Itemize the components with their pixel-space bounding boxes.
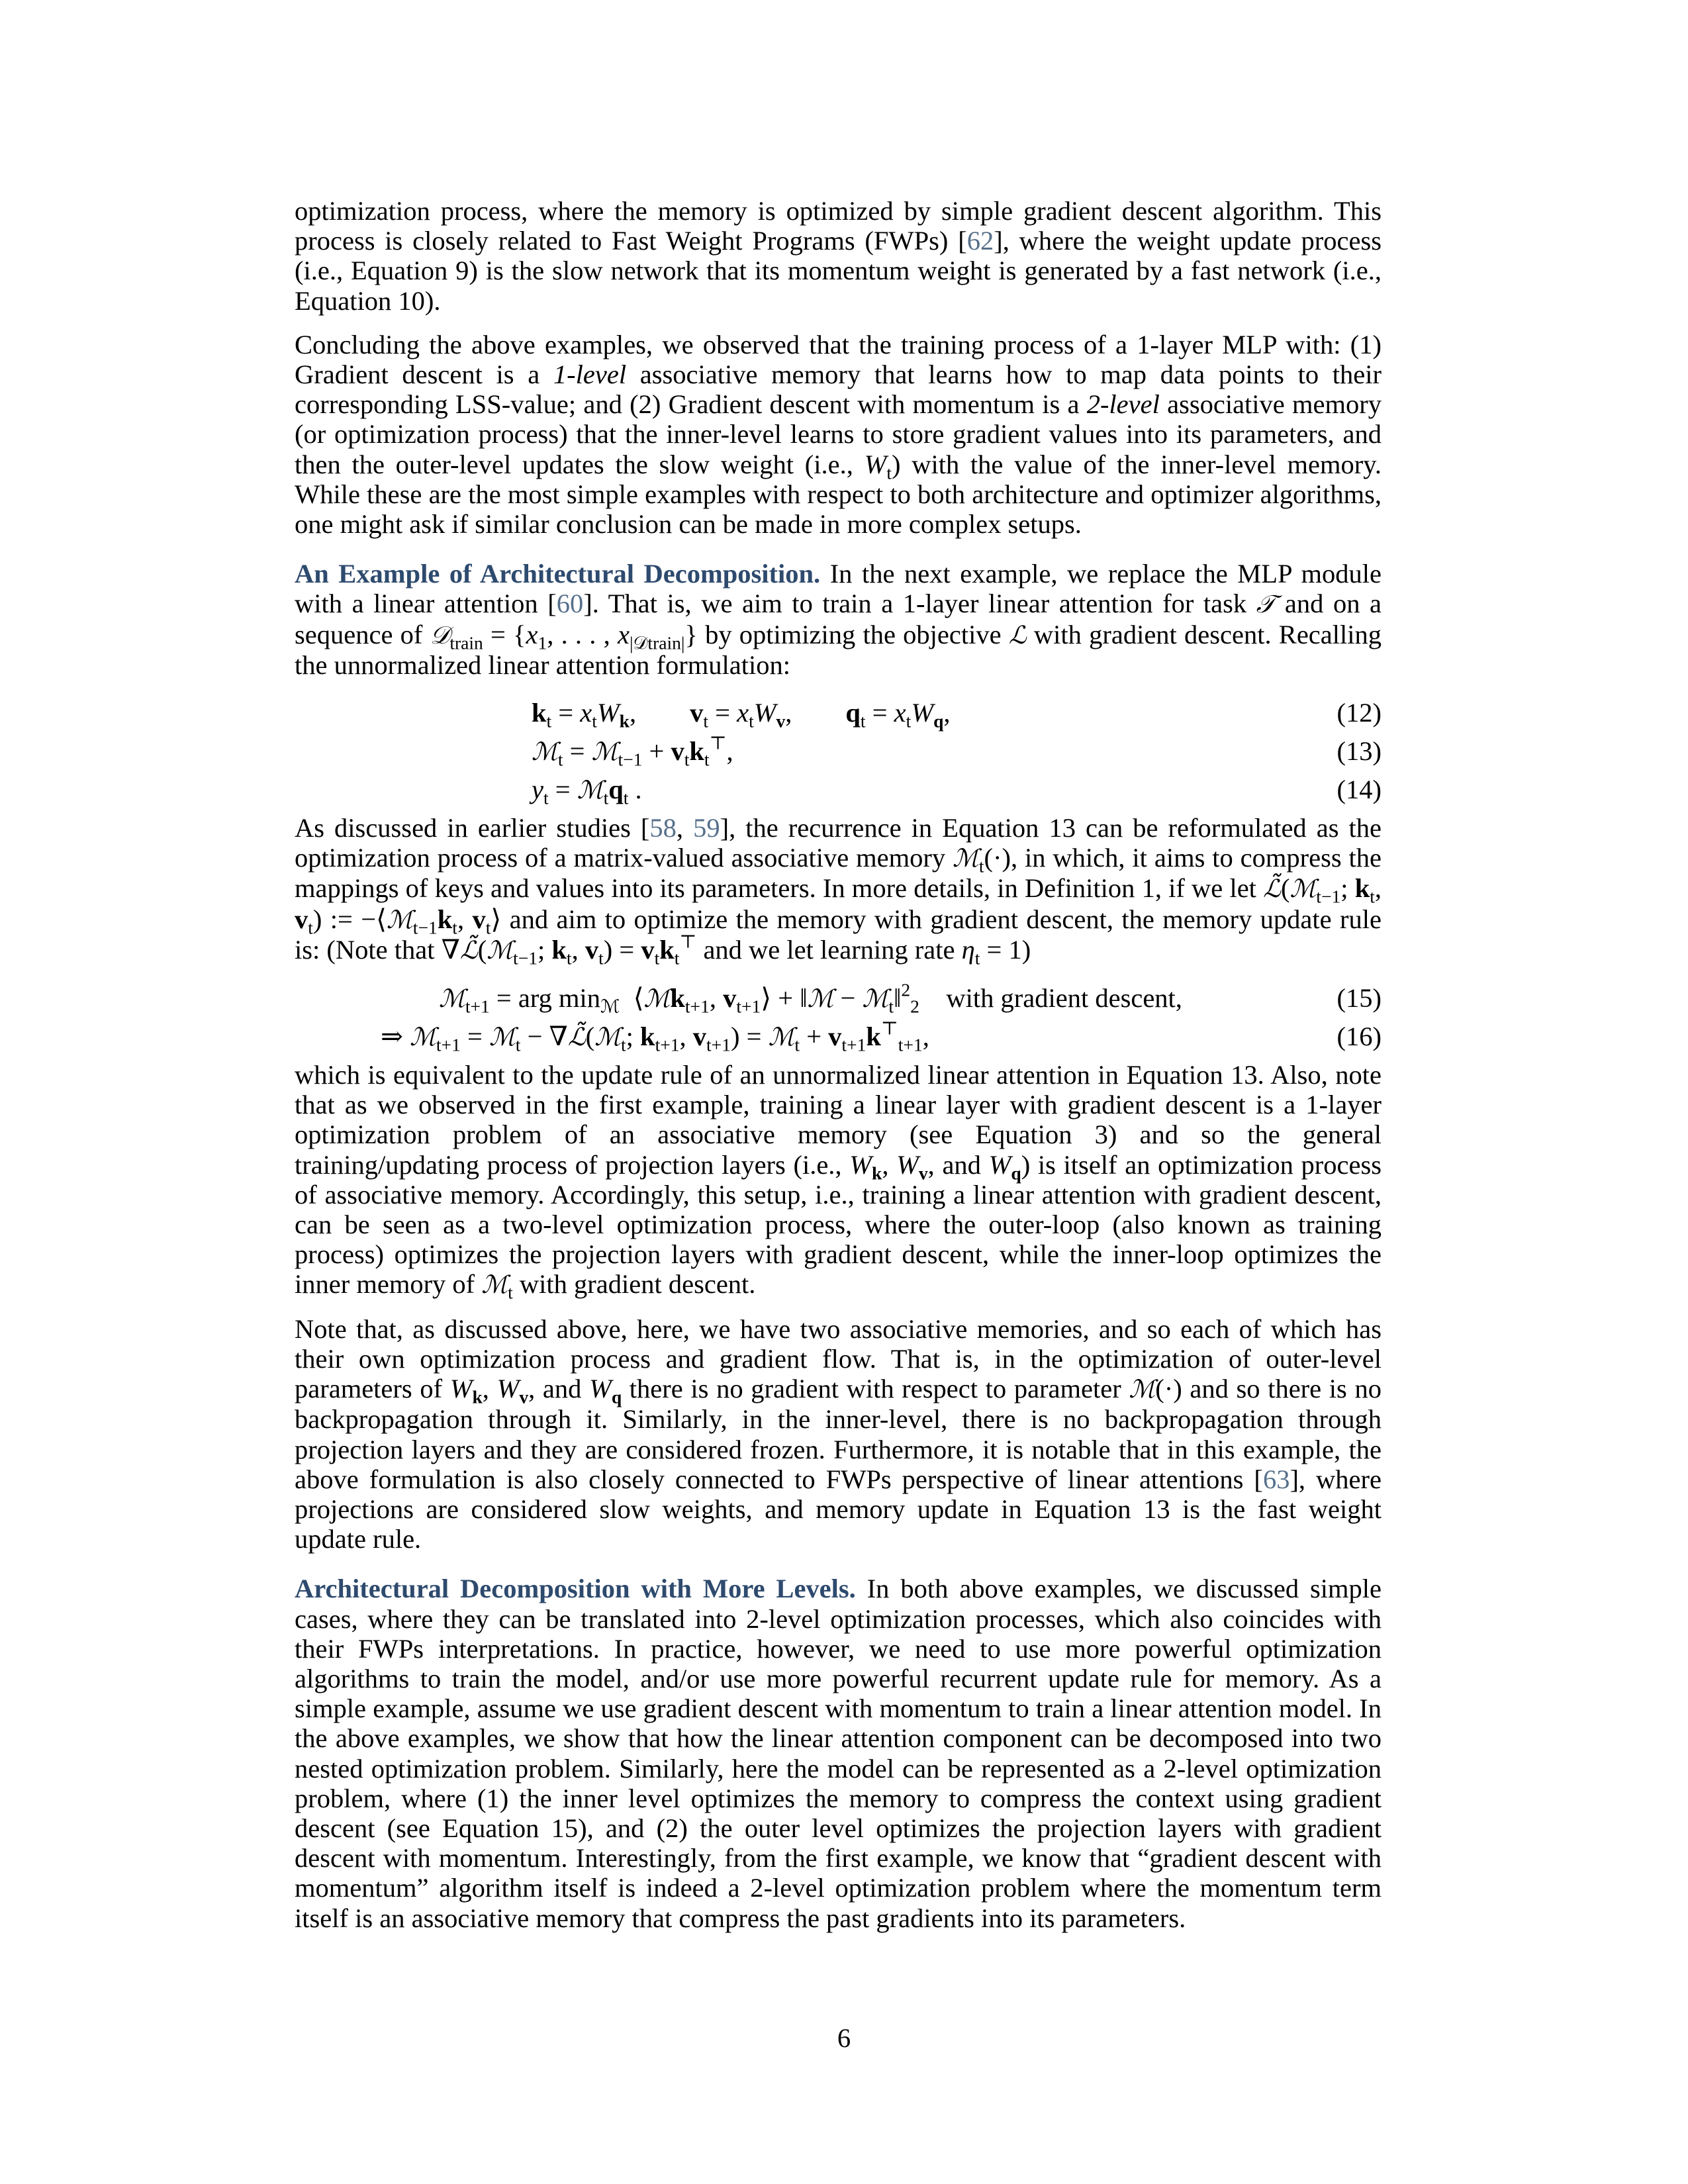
section-heading: Architectural Decomposition with More Levels.: [295, 1574, 856, 1604]
math-symbol: W: [864, 449, 887, 479]
math-subscript: t: [906, 710, 912, 732]
text: ,: [726, 736, 733, 767]
text: ,: [785, 698, 846, 728]
math-subscript: t+1: [736, 996, 761, 1017]
text: (: [477, 934, 487, 965]
equation-body: [532, 775, 642, 808]
math-bold-vector: v: [828, 1021, 842, 1052]
math-calligraphic: ℒ̃: [459, 935, 478, 965]
equation-body: [532, 698, 951, 732]
math-calligraphic: ℳ: [410, 1022, 436, 1052]
math-bold-subscript: v: [918, 1162, 928, 1183]
math-superscript: ⊤: [709, 732, 727, 753]
math-subscript: t: [794, 1034, 800, 1055]
math-calligraphic: ℳ: [1289, 874, 1317, 904]
text: } by optimizing the objective: [684, 619, 1009, 649]
math-symbol: y: [532, 775, 543, 805]
math-subscript: t: [978, 855, 984, 877]
display-equation: [295, 771, 1382, 809]
math-bold-subscript: q: [1011, 1162, 1021, 1183]
text: = arg min: [489, 983, 600, 1014]
math-symbol: x: [894, 698, 906, 728]
equation-number: (14): [1336, 775, 1382, 805]
citation-link[interactable]: 58: [649, 813, 677, 843]
math-symbol: W: [849, 1149, 872, 1180]
text: ) =: [603, 934, 641, 965]
text: ⇒: [381, 1021, 410, 1052]
math-symbol: x: [580, 698, 592, 728]
math-subscript: t−1: [618, 749, 643, 770]
text: ⟨: [620, 983, 644, 1014]
equation-number: (15): [1336, 983, 1382, 1014]
text: , and: [528, 1374, 590, 1404]
math-subscript: t: [623, 787, 629, 808]
math-calligraphic: ℳ: [953, 843, 979, 873]
display-equation: [295, 979, 1382, 1018]
text: In the next example, we replace the MLP module with a linear attention [: [295, 559, 1382, 619]
text: associative memory (or optimization process) that the inner-level learns to store gradient values into its parameters, and then the outer-level updates the slow weight (i.e.,: [295, 389, 1382, 479]
text: (·), in which, it aims to compress the mappings of keys and values into its parameters. In more details, in Definition 1, if we let: [295, 843, 1382, 904]
math-bold-vector: v: [585, 934, 599, 965]
math-calligraphic: ℳ: [532, 737, 558, 767]
text: =: [708, 698, 737, 728]
text: In both above examples, we discussed simple cases, where they can be translated into 2-level optimization processes, which also coincides with their FWPs interpretations. In practice, however, we need to use more powerful optimization algorithms to train the model, and/or use more powerful recurrent update rule for memory. As a simple example, assume we use gradient descent with momentum to train a linear attention model. In the above examples, we show that how the linear attention component can be decomposed into two nested optimization problem. Similarly, here the model can be represented as a 2-level optimization problem, where (1) the inner level optimizes the memory to compress the context using gradient descent (see Equation 15), and (2) the outer level optimizes the projection layers with gradient descent with momentum. Interestingly, from the first example, we know that “gradient descent with momentum” algorithm itself is indeed a 2-level optimization problem where the momentum term itself is an associative memory that compress the past gradients into its parameters.: [295, 1574, 1382, 1933]
text: ], the recurrence in Equation 13 can be reformulated as the optimization process of a matrix-valued associative memory: [295, 813, 1382, 873]
math-symbol: W: [589, 1374, 612, 1404]
citation-link[interactable]: 60: [556, 589, 584, 619]
math-calligraphic: ℳ: [481, 1270, 508, 1300]
text: =: [551, 698, 581, 728]
math-symbol: W: [911, 698, 934, 728]
math-calligraphic: ℳ: [439, 984, 465, 1014]
math-subscript: t+1: [684, 996, 710, 1017]
math-subscript: t: [621, 1034, 626, 1055]
math-calligraphic: ℳ: [807, 984, 834, 1014]
math-subscript: t+1: [465, 996, 490, 1017]
text: , and: [927, 1149, 989, 1180]
math-superscript: ⊤: [679, 931, 697, 952]
text: (: [1280, 873, 1290, 904]
citation-link[interactable]: 62: [966, 226, 994, 256]
math-bold-vector: k: [640, 1021, 655, 1052]
math-subscript: t: [592, 710, 597, 732]
math-subscript: t−1: [513, 947, 538, 969]
math-bold-subscript: k: [472, 1386, 483, 1407]
math-subscript: 1: [538, 632, 547, 653]
text: ,: [629, 698, 690, 728]
equation-group: [295, 979, 1382, 1056]
math-subscript: t: [557, 749, 563, 770]
display-equation: [295, 694, 1382, 732]
math-subscript: t+1: [655, 1034, 680, 1055]
text: ,: [882, 1149, 897, 1180]
text: ) := −⟨: [312, 904, 387, 934]
display-equation: [295, 1018, 1382, 1056]
citation-link[interactable]: 63: [1262, 1464, 1290, 1494]
math-calligraphic: ℳ: [386, 904, 413, 934]
math-calligraphic: ℳ: [643, 984, 671, 1014]
text: − ∇: [520, 1021, 568, 1052]
math-bold-vector: v: [472, 904, 486, 934]
paragraph: [295, 1314, 1382, 1554]
math-subscript: t: [704, 749, 710, 770]
math-symbol: W: [753, 698, 776, 728]
math-calligraphic: ℳ: [768, 1022, 795, 1052]
text: and we let learning rate: [696, 934, 962, 965]
math-bold-vector: k: [670, 983, 685, 1014]
math-symbol: W: [596, 698, 620, 728]
math-bold-subscript: q: [611, 1386, 622, 1407]
text: ,: [709, 983, 724, 1014]
math-subscript: t+1: [898, 1034, 923, 1055]
text: ‖: [894, 983, 902, 1014]
math-subscript: ℳ: [600, 996, 620, 1017]
math-calligraphic: ℒ̃: [567, 1022, 586, 1052]
text: ;: [1340, 873, 1355, 904]
text: =: [548, 775, 577, 805]
math-bold-vector: k: [659, 934, 675, 965]
text: , . . . ,: [547, 619, 618, 649]
text: = 1): [980, 934, 1031, 965]
math-bold-vector: k: [1354, 873, 1370, 904]
math-symbol: η: [961, 934, 975, 965]
text: ,: [679, 1021, 693, 1052]
equation-number: (16): [1336, 1021, 1382, 1052]
text: (·) and so there is no backpropagation through it. Similarly, in the inner-level, there is no backpropagation through projection layers and they are considered frozen. Furthermore, it is notable that in this example, the above formulation is also closely connected to FWPs perspective of linear attentions [: [295, 1374, 1382, 1494]
paragraph: [295, 196, 1382, 316]
math-subscript: t+1: [841, 1034, 867, 1055]
text: ]. That is, we aim to train a 1-layer linear attention for task: [583, 589, 1256, 619]
text: which is equivalent to the update rule of an unnormalized linear attention in Equation 13. Also, note that as we observed in the first example, training a linear layer with gradient descent is a 1-layer optimization problem of an associative memory (see Equation 3) and so the general training/updating process of projection layers (i.e.,: [295, 1060, 1382, 1180]
paragraph: [295, 330, 1382, 539]
paragraph: [295, 813, 1382, 969]
equation-group: [295, 694, 1382, 809]
math-symbol: W: [896, 1149, 919, 1180]
emphasis-text: 2-level: [1086, 389, 1160, 420]
equation-number: (13): [1336, 736, 1382, 767]
text: associative memory that learns how to map data points to their corresponding LSS-value; and (2) Gradient descent with momentum is a: [295, 359, 1382, 420]
math-subscript: t: [452, 916, 457, 937]
text: +: [642, 736, 671, 767]
math-bold-subscript: q: [933, 710, 944, 732]
math-subscript: t−1: [1316, 886, 1341, 907]
math-subscript: train: [449, 632, 483, 653]
text: ) with the value of the inner-level memory. While these are the most simple examples with respect to both architecture and optimizer algorithms, one might ask if similar conclusion can be made in more complex setups.: [295, 449, 1382, 540]
page-number: 6: [837, 2023, 851, 2053]
math-subscript: t: [703, 710, 709, 732]
math-subscript: t: [308, 916, 313, 937]
math-subscript: t: [684, 749, 690, 770]
text: ], where projections are considered slow weights, and memory update in Equation 13 is the fast weight update rule.: [295, 1464, 1382, 1554]
math-subscript: t: [749, 710, 754, 732]
math-calligraphic: ℳ: [489, 1022, 516, 1052]
math-subscript: t−1: [412, 916, 438, 937]
math-symbol: W: [449, 1374, 473, 1404]
text: ,: [482, 1374, 497, 1404]
text: =: [460, 1021, 489, 1052]
math-subscript: t: [1370, 886, 1375, 907]
math-calligraphic: 𝒯: [1256, 589, 1276, 619]
math-bold-subscript: v: [776, 710, 786, 732]
math-subscript: t: [546, 710, 552, 732]
text: As discussed in earlier studies [: [295, 813, 650, 843]
math-symbol: x: [526, 619, 538, 649]
equation-body: [439, 979, 1182, 1017]
text: ,: [943, 698, 951, 728]
math-bold-subscript: k: [619, 710, 630, 732]
text: there is no gradient with respect to parameter: [622, 1374, 1129, 1404]
math-symbol: x: [737, 698, 749, 728]
paragraph: [295, 1060, 1382, 1303]
equation-number: (12): [1336, 698, 1382, 728]
text: ) =: [730, 1021, 769, 1052]
math-bold-vector: k: [866, 1021, 881, 1052]
math-calligraphic: ℳ: [487, 935, 514, 965]
math-bold-subscript: v: [519, 1386, 529, 1407]
math-symbol: x: [617, 619, 630, 649]
equation-body: [381, 1018, 929, 1055]
text: with gradient descent.: [512, 1269, 756, 1300]
text: ,: [676, 813, 694, 843]
math-calligraphic: ℳ: [862, 984, 889, 1014]
text: and on a sequence of: [295, 589, 1382, 649]
text: ,: [1374, 873, 1382, 904]
math-subscript: t: [860, 710, 866, 732]
text: ;: [626, 1021, 641, 1052]
paper-page-body: [295, 196, 1382, 1947]
math-bold-vector: v: [690, 698, 704, 728]
math-calligraphic: 𝒟: [430, 620, 450, 649]
math-bold-subscript: k: [872, 1162, 882, 1183]
math-subscript: t: [515, 1034, 521, 1055]
math-superscript: ⊤: [880, 1018, 898, 1039]
text: ) is itself an optimization process of associative memory. Accordingly, this setup, i.e., training a linear attention with gradient descent, can be seen as a two-level optimization process, where the outer-loop (also known as training process) optimizes the projection layers with gradient descent, while the inner-loop optimizes the inner memory of: [295, 1149, 1382, 1300]
math-bold-vector: v: [692, 1021, 707, 1052]
section-heading: An Example of Architectural Decomposition.: [295, 559, 821, 589]
math-subscript: t: [566, 947, 572, 969]
text: =: [563, 736, 592, 767]
text: .: [628, 775, 642, 805]
math-bold-vector: k: [532, 698, 547, 728]
text: =: [865, 698, 894, 728]
math-subscript: t: [543, 787, 549, 808]
text: optimization process, where the memory is optimized by simple gradient descent algorithm. This process is closely related to Fast Weight Programs (FWPs) [: [295, 196, 1382, 256]
math-subscript: t: [598, 947, 604, 969]
text: with gradient descent. Recalling the unnormalized linear attention formulation:: [295, 619, 1382, 680]
math-subscript: t: [886, 461, 892, 483]
math-bold-vector: k: [551, 934, 567, 965]
math-calligraphic: ℳ: [577, 775, 604, 805]
emphasis-text: 1-level: [553, 359, 627, 390]
equation-body: [532, 732, 733, 770]
math-bold-vector: k: [437, 904, 453, 934]
text: Concluding the above examples, we observed that the training process of a 1-layer MLP with: (1) Gradient descent is a: [295, 329, 1382, 390]
math-subscript: 2: [910, 996, 919, 1017]
math-symbol: W: [496, 1374, 520, 1404]
math-subscript: t: [508, 1282, 513, 1303]
text: ⟩ + ‖: [761, 983, 808, 1014]
text: with gradient descent,: [919, 983, 1182, 1014]
math-subscript: t+1: [436, 1034, 461, 1055]
text: Note that, as discussed above, here, we have two associative memories, and so each of which has their own optimization process and gradient flow. That is, in the optimization of outer-level parameters of: [295, 1313, 1382, 1404]
math-bold-vector: v: [295, 904, 308, 934]
math-calligraphic: ℒ: [1008, 620, 1027, 649]
paragraph: [295, 1574, 1382, 1932]
math-subscript: t: [485, 916, 491, 937]
math-subscript: t: [603, 787, 609, 808]
text: ,: [571, 934, 585, 965]
math-subscript: t: [974, 947, 980, 969]
math-bold-vector: v: [641, 934, 655, 965]
math-subscript: t: [888, 996, 894, 1017]
math-subscript: |𝒟train|: [629, 632, 685, 653]
citation-link[interactable]: 59: [693, 813, 720, 843]
math-symbol: W: [988, 1149, 1011, 1180]
text: −: [833, 983, 863, 1014]
math-subscript: t: [674, 947, 680, 969]
math-bold-vector: v: [671, 736, 684, 767]
paragraph: [295, 559, 1382, 680]
math-subscript: t: [654, 947, 660, 969]
text: +: [800, 1021, 829, 1052]
math-bold-vector: v: [723, 983, 737, 1014]
text: ;: [538, 934, 552, 965]
math-bold-vector: q: [845, 698, 861, 728]
text: (: [585, 1021, 595, 1052]
display-equation: [295, 732, 1382, 771]
math-calligraphic: ℳ: [591, 737, 618, 767]
text: ,: [457, 904, 473, 934]
math-subscript: t+1: [706, 1034, 731, 1055]
math-bold-vector: k: [689, 736, 704, 767]
math-superscript: 2: [901, 979, 911, 1000]
text: = {: [483, 619, 526, 649]
math-bold-vector: q: [608, 775, 624, 805]
math-calligraphic: ℳ: [1129, 1374, 1156, 1404]
text: ⟩ and aim to optimize the memory with gradient descent, the memory update rule is: (Note that ∇: [295, 904, 1382, 965]
math-calligraphic: ℳ: [594, 1022, 621, 1052]
text: ], where the weight update process (i.e., Equation 9) is the slow network that its momentum weight is generated by a fast network (i.e., Equation 10).: [295, 226, 1382, 316]
text: ,: [922, 1021, 929, 1052]
math-calligraphic: ℒ̃: [1263, 874, 1281, 904]
